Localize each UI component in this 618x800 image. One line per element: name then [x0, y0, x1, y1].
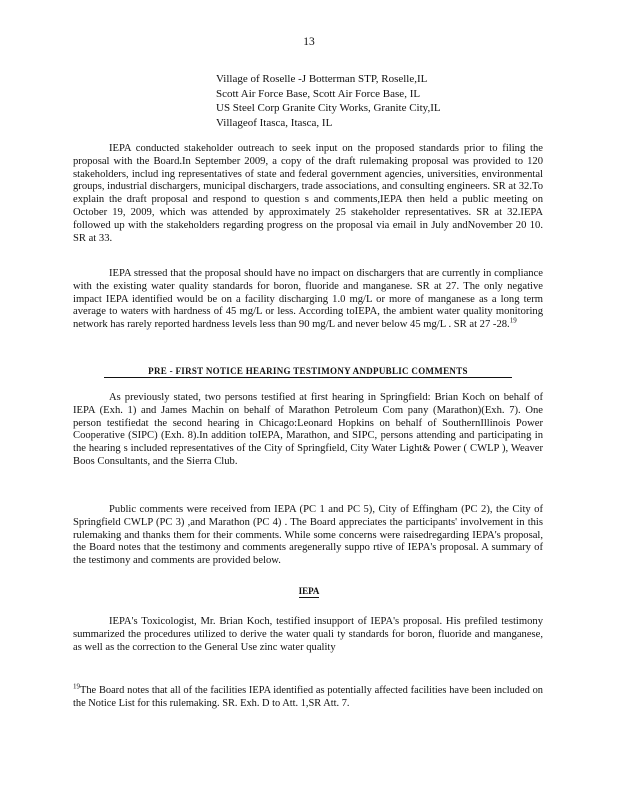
facility-item: Village of Roselle -J Botterman STP, Roselle,IL [216, 73, 428, 85]
footnote-reference: 19 [509, 316, 517, 325]
iepa-subheading [0, 586, 618, 596]
iepa-subheading-text: IEPA [298, 586, 320, 596]
footnote [73, 684, 543, 710]
impact-paragraph-text: IEPA stressed that the proposal should have no impact on dischargers that are currently in compliance with the existing water quality standards for boron, fluoride and manganese. SR at 27. The only negative impact IEPA identified would be on a facility discharging 1.0 mg/L or more of manganese as a long term average to waters with hardness of 45 mg/L or less. According toIEPA, the ambient water quality monitoring network has rarely reported hardness levels less than 90 mg/L and never below 45 mg/L . SR at 27 -28. [73, 268, 543, 331]
hearing-testimony-paragraph: As previously stated, two persons testified at first hearing in Springfield: Brian Koch on behalf of IEPA (Exh. 1) and James Machin on behalf of Marathon Petroleum Com pany (Marathon)(Exh. 7). One person testifiedat the second hearing in Chicago:Leonard Hopkins on behalf of SouthernIllinois Power Cooperative (SIPC) (Exh. 8).In addition toIEPA, Marathon, and SIPC, persons attending and participating in the hearing s included representatives of the City of Springfield, City Water Light& Power ( CWLP ), Weaver Boos Consultants, and the Sierra Club. [73, 392, 543, 467]
facility-item: Scott Air Force Base, Scott Air Force Base, IL [216, 87, 421, 100]
facility-list [216, 72, 441, 130]
stakeholder-outreach-paragraph: IEPA conducted stakeholder outreach to seek input on the proposed standards prior to filing the proposal with the Board.In September 2009, a copy of the draft rulemaking proposal was provided to 120 stakeholders, includ ing representatives of state and federal government agencies, universities, environmental groups, industrial dischargers, municipal dischargers, trade associations, and consulting engineers. SR at 32.To explain the draft proposal and respond to question s and comments,IEPA then held a public meeting on October 19, 2009, which was attended by approximately 25 stakeholder representatives. SR at 32.IEPA followed up with the stakeholders regarding progress on the proposal via email in July andNovember 20 10. SR at 33. [73, 143, 543, 244]
facility-item: US Steel Corp Granite City Works, Granite City,IL [216, 102, 441, 114]
section-heading: PRE - FIRST NOTICE HEARING TESTIMONY ANDPUBLIC COMMENTS [104, 366, 512, 378]
page-number: 13 [303, 36, 315, 48]
footnote-number: 19 [73, 682, 80, 691]
public-comments-paragraph: Public comments were received from IEPA (PC 1 and PC 5), City of Effingham (PC 2), the City of Springfield CWLP (PC 3) ,and Marathon (PC 4) . The Board appreciates the participants' involvement in this rulemaking and thanks them for their comments. While some concerns were raisedregarding IEPA's proposal, the Board notes that the testimony and comments aregenerally suppo rtive of IEPA's proposal. A summary of the testimony and comments are provided below. [73, 504, 543, 567]
facility-item: Villageof Itasca, Itasca, IL [216, 116, 333, 129]
impact-paragraph [73, 268, 543, 332]
iepa-testimony-paragraph: IEPA's Toxicologist, Mr. Brian Koch, testified insupport of IEPA's proposal. His prefiled testimony summarized the procedures utilized to derive the water quali ty standards for boron, fluoride and manganese, as well as the correction to the General Use zinc water quality [73, 616, 543, 653]
footnote-text: The Board notes that all of the facilities IEPA identified as potentially affected facilities have been included on the Notice List for this rulemaking. SR. Exh. D to Att. 1,SR Att. 7. [73, 685, 543, 709]
